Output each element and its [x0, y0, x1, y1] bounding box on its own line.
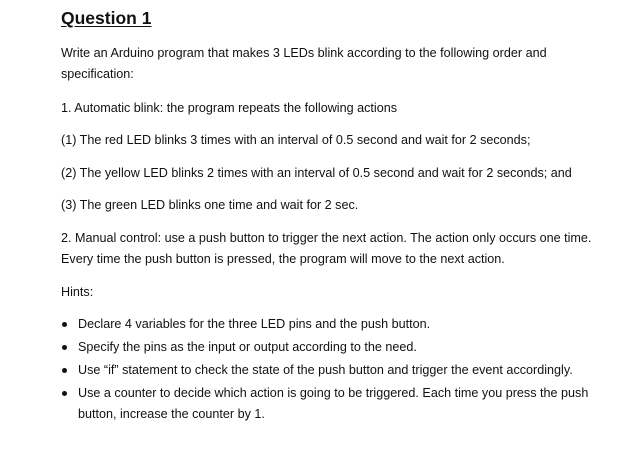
bullet-icon — [62, 322, 67, 327]
hint-item — [61, 314, 609, 335]
hint-item — [61, 383, 609, 425]
hint-text: Specify the pins as the input or output according to the need. — [78, 340, 417, 354]
bullet-icon — [62, 345, 67, 350]
intro-paragraph: Write an Arduino program that makes 3 LEDs blink according to the following order and specification: — [61, 46, 547, 81]
hint-item — [61, 337, 609, 358]
item-manual-control: 2. Manual control: use a push button to trigger the next action. The action only occurs one time. Every time the push button is pressed, the program will move to the next action. — [61, 231, 592, 266]
step-yellow-led: (2) The yellow LED blinks 2 times with an interval of 0.5 second and wait for 2 seconds; and — [61, 166, 572, 180]
step-red-led: (1) The red LED blinks 3 times with an interval of 0.5 second and wait for 2 seconds; — [61, 133, 531, 147]
item-automatic-blink: 1. Automatic blink: the program repeats the following actions — [61, 101, 398, 115]
step-green-led: (3) The green LED blinks one time and wait for 2 sec. — [61, 198, 359, 212]
hints-label: Hints: — [61, 285, 94, 299]
hint-text: Declare 4 variables for the three LED pins and the push button. — [78, 317, 431, 331]
hint-text: Use a counter to decide which action is going to be triggered. Each time you press the push button, increase the counter by 1. — [78, 386, 589, 421]
hint-item — [61, 360, 609, 381]
bullet-icon — [62, 368, 67, 373]
bullet-icon — [62, 391, 67, 396]
hint-text: Use “if” statement to check the state of the push button and trigger the event accordingly. — [78, 363, 573, 377]
question-title: Question 1 — [61, 8, 152, 28]
hints-list — [61, 314, 609, 427]
